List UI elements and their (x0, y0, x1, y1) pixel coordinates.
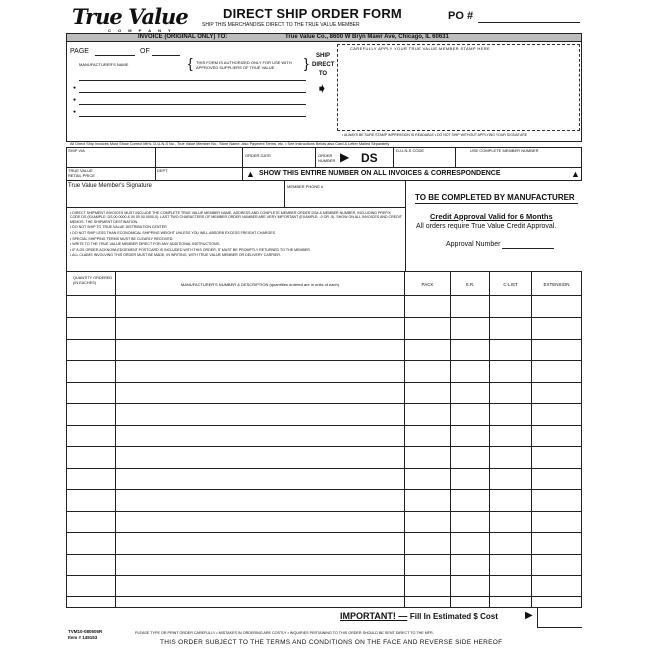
invoice-notice: All Direct Ship Invoices Must Show Correct Mfr's. D-U-N-S No., True Value Member No., Store Name, also Payment Terms, etc. • See Instructions Below also Card & Letter Mailed Separately (70, 142, 390, 146)
credit-approval-note: Credit Approval Valid for 6 Months (430, 212, 553, 221)
order-date-label: ORDER DATE (245, 153, 271, 158)
ds-prefix: DS (361, 151, 378, 165)
estimated-cost-field[interactable] (537, 627, 582, 628)
dept-label: DEPT (157, 168, 168, 173)
logo-subtitle: C O M P A N Y (108, 28, 174, 33)
form-subtitle: SHIP THIS MERCHANDISE DIRECT TO THE TRUE VALUE MEMBER (202, 22, 360, 28)
form-title: DIRECT SHIP ORDER FORM (223, 6, 402, 21)
important-note: IMPORTANT! — Fill In Estimated $ Cost (340, 611, 498, 621)
show-number-note: SHOW THIS ENTIRE NUMBER ON ALL INVOICES & CORRESPONDENCE (259, 170, 501, 177)
header-sr: S.R. (465, 282, 475, 287)
of-label: OF (140, 48, 150, 55)
show-number-arrow-icon: ▲ (246, 169, 255, 179)
page-label: PAGE (70, 48, 89, 55)
duns-label: D-U-N-S CODE (396, 148, 424, 153)
member-phone-label: MEMBER PHONE # (287, 184, 324, 189)
terms-note: THIS ORDER SUBJECT TO THE TERMS AND CONDITIONS ON THE FACE AND REVERSE SIDE HEREOF (160, 639, 503, 646)
manufacturer-name-label: MANUFACTURER'S NAME (79, 62, 129, 67)
order-number-arrow-icon: ▶ (340, 150, 350, 164)
form-code: TVM10-080505R Item # 149153 (68, 629, 103, 640)
header-clist: C-LIST (503, 282, 518, 287)
stamp-note: CAREFULLY APPLY YOUR TRUE VALUE MEMBER STAMP HERE (350, 46, 491, 51)
invoice-label: INVOICE (ORIGINAL ONLY) TO: (138, 34, 228, 40)
invoice-address: True Value Co., 8600 W Bryn Mawr Ave, Chicago, IL 60631 (285, 34, 449, 40)
member-number-label: USE COMPLETE MEMBER NUMBER (470, 148, 539, 153)
header-extension: EXTENSION (543, 282, 570, 287)
authorized-note: THIS FORM IS AUTHORIZED ONLY FOR USE WITH APPROVED SUPPLIERS OF TRUE VALUE (196, 60, 292, 70)
order-number-label: ORDER NUMBER (318, 153, 336, 163)
stamp-footnote: • ALWAYS BE SURE STAMP IMPRESSION IS READABLE • DO NOT SHIP WITHOUT APPLYING YOUR SIGNATURE (342, 133, 528, 137)
header-quantity: QUANTITY ORDERED (IN EACHES) (73, 276, 113, 285)
approval-number-label: Approval Number (446, 241, 501, 248)
true-value-logo: True Value (72, 4, 188, 29)
header-description: MANUFACTURER'S NUMBER & DESCRIPTION (quantities ordered are in units of each) (180, 282, 340, 287)
mfr-panel-heading: TO BE COMPLETED BY MANUFACTURER (415, 193, 575, 202)
orders-require-note: All orders require True Value Credit Approval. (416, 223, 557, 230)
header-pack: PACK (421, 282, 434, 287)
instructions-list: • DIRECT SHIPMENT INVOICES MUST INCLUDE THE COMPLETE TRUE VALUE MEMBER NAME, ADDRESS AND COMPLETE MEMBER ORDER DS# & MEMBER NUMBER, INCLUDING PREFIX CODE DS (EXAMPLE: DS 00 0000 & 00 00 00 0000-0). LAST TWO CHARACTERS OF MEMBER ORDER NUMBER ARE VERY IMPORTANT (EXAMPLE: -0 OR -5). SHOW ON ALL INVOICES AND CREDIT MEMOS. THE SHIPMENT DESTINATION. • DO NOT SHIP TO TRUE VALUE DISTRIBUTION CENTER • DO NOT SHIP LESS THAN ECONOMICAL SHIPPING WEIGHT UNLESS YOU WILL ABSORB EXCESS FREIGHT CHARGES. • SPECIAL SHIPPING TERMS MUST BE CLEARLY RECEIVED. • WRITE TO THE TRUE VALUE MEMBER DIRECT FOR ANY ADDITIONAL INSTRUCTIONS. • IF A DS ORDER ACKNOWLEDGEMENT POSTCARD IS INCLUDED WITH THIS ORDER, IT MUST BE PROMPTLY RETURNED TO THE MEMBER. • ALL CLAIMS INVOLVING THIS ORDER MUST BE MADE, IN WRITING, WITH TRUE VALUE MEMBER OR DELIVERY CARRIER. (70, 211, 402, 258)
please-type-note: PLEASE TYPE OR PRINT ORDER CAREFULLY • MISTAKES IN ORDERING ARE COSTLY • INQUIRIES PERTAINING TO THIS ORDER SHOULD BE SENT DIRECT TO THE MFR. (135, 631, 434, 635)
ship-arrow-icon: ➧ (316, 80, 328, 96)
signature-label: True Value Member's Signature (68, 183, 152, 189)
ship-via-label: SHIP VIA (68, 148, 85, 153)
important-arrow-icon: ▶ (525, 610, 533, 621)
retail-price-label: TRUE VALUE RETAIL PRICE (68, 168, 95, 178)
ship-direct-to-label: SHIP DIRECT TO (312, 53, 335, 77)
po-label: PO # (448, 10, 474, 22)
